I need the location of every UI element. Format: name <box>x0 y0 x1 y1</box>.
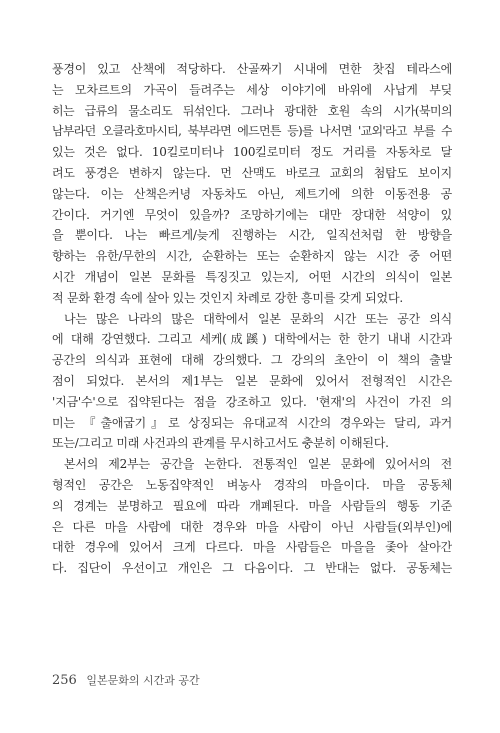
running-title: 일본문화의 시간과 공간 <box>86 674 200 687</box>
page-number: 256 <box>52 673 77 688</box>
text-line: 형적인 공간은 노동집약적인 벼농사 경작의 마을이다. 마을 공동체 <box>52 477 452 492</box>
text-line: 향하는 유한/무한의 시간, 순환하는 또는 순환하지 않는 시간 중 어떤 <box>52 249 452 264</box>
text-line: 히는 급류의 물소리도 뒤섞인다. 그러나 광대한 호원 속의 시가(북미의 <box>52 103 452 118</box>
text-line: 풍경이 있고 산책에 적당하다. 산골짜기 시내에 면한 찻집 테라스에 <box>52 62 452 76</box>
text-line: 않는다. 이는 산책은커녕 자동차도 아닌, 제트기에 의한 이동전용 공 <box>52 186 452 201</box>
text-line: 다. 집단이 우선이고 개인은 그 다음이다. 그 반대는 없다. 공동체는 <box>52 561 452 576</box>
text-line: 또는/그리고 미래 사건과의 관계를 무시하고서도 충분히 이해된다. <box>52 436 389 451</box>
text-line: 적 문화 환경 속에 살아 있는 것인지 차례로 강한 흥미를 갖게 되었다. <box>52 290 403 305</box>
text-line: 간이다. 거기엔 무엇이 있을까? 조망하기에는 대만 장대한 석양이 있 <box>52 207 452 222</box>
text-line: 본서의 제2부는 공간을 논한다. 전통적인 일본 문화에 있어서의 전 <box>64 457 452 472</box>
text-line: 미는 『출애굽기』로 상징되는 유대교적 시간의 경우와는 달리, 과거 <box>52 415 452 430</box>
text-line: 려도 풍경은 변하지 않는다. 먼 산맥도 바로크 교회의 첨탑도 보이지 <box>52 165 452 180</box>
body-text <box>52 59 452 579</box>
text-line: 시간 개념이 일본 문화를 특징짓고 있는지, 어떤 시간의 의식이 일본 <box>52 269 452 284</box>
text-line: 점이 되었다. 본서의 제1부는 일본 문화에 있어서 전형적인 시간은 <box>52 373 452 388</box>
text-line: 는 모차르트의 가곡이 들려주는 세상 이야기에 바위에 사납게 부딪 <box>52 82 452 97</box>
text-line: '지금'수'으로 집약된다는 점을 강조하고 있다. '현재'의 사건이 가진 의 <box>52 394 452 409</box>
text-line: 남부라던 오클라호마시티, 북부라면 에드먼튼 등)를 나서면 '교외'라고 부를 수 <box>52 124 452 139</box>
text-line: 에 대해 강연했다. 그리고 세케(成蹊) 대학에서는 한 한기 내내 시간과 <box>52 332 452 347</box>
text-line: 은 다른 마을 사람에 대한 경우와 마을 사람이 아닌 사람들(외부인)에 <box>52 519 452 534</box>
text-line: 나는 많은 나라의 많은 대학에서 일본 문화의 시간 또는 공간 의식 <box>64 311 452 326</box>
text-line: 의 경계는 분명하고 필요에 따라 개폐된다. 마을 사람들의 행동 기준 <box>52 498 452 513</box>
text-line: 대한 경우에 있어서 크게 다르다. 마을 사람들은 마을을 좇아 살아간 <box>52 540 452 555</box>
text-line: 을 뿐이다. 나는 빠르게/늦게 진행하는 시간, 일직선처럼 한 방향을 <box>52 228 452 243</box>
page-footer <box>52 672 200 688</box>
text-line: 공간의 의식과 표현에 대해 강의했다. 그 강의의 초안이 이 책의 출발 <box>52 353 452 368</box>
text-line: 있는 것은 없다. 10킬로미터나 100킬로미터 정도 거리를 자동차로 달 <box>52 145 452 160</box>
